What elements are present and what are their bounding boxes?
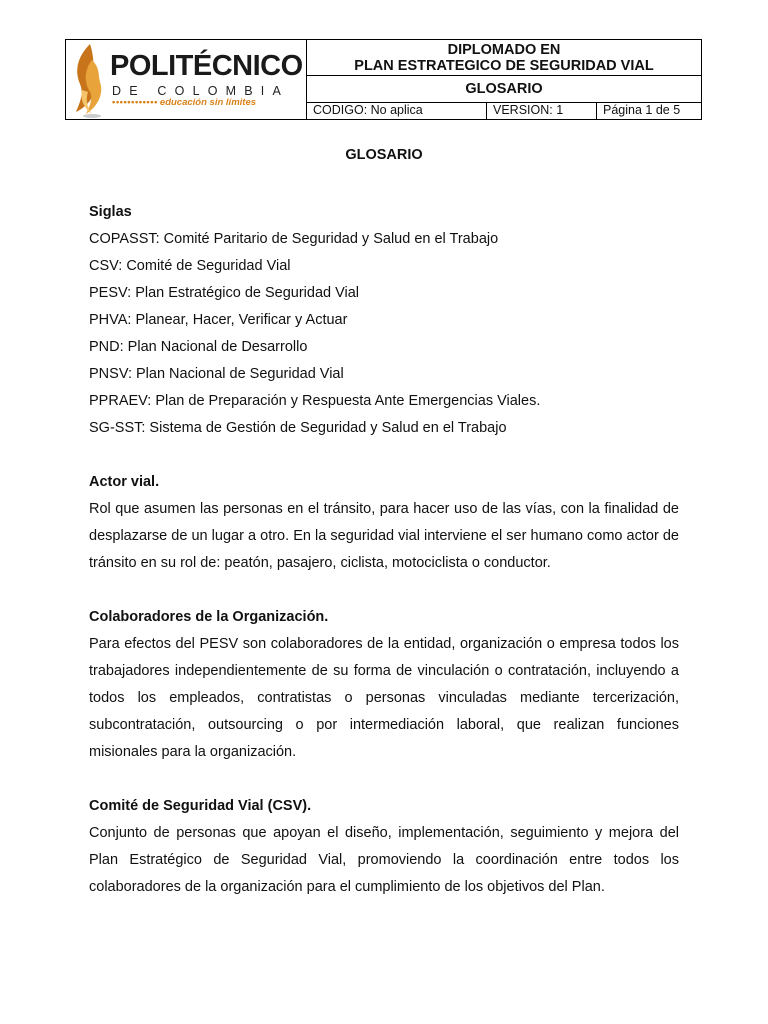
document-header: [65, 39, 702, 120]
siglas-heading: Siglas: [89, 204, 132, 220]
sigla-item: PESV: Plan Estratégico de Seguridad Vial: [89, 285, 360, 301]
tagline-text: educación sin límites: [159, 97, 257, 108]
code-field: CODIGO: No aplica: [307, 102, 487, 119]
tagline-dots: ••••••••••••: [112, 97, 158, 108]
sigla-item: PHVA: Planear, Hacer, Verificar y Actuar: [89, 312, 348, 328]
course-title: [307, 40, 701, 76]
sigla-item: CSV: Comité de Seguridad Vial: [89, 258, 291, 274]
doc-type: GLOSARIO: [307, 76, 701, 103]
section-body: Rol que asumen las personas en el tránsito, para hacer uso de las vías, con la finalidad de desplazarse de un lugar a otro. En la seguridad vial interviene el ser humano como actor de tránsito en su rol de: peatón, pasajero, ciclista, motociclista o conductor.: [89, 501, 679, 571]
logo: [66, 40, 307, 119]
section-body: Para efectos del PESV son colaboradores de la entidad, organización o empresa todos los trabajadores independientemente de su forma de vinculación o contratación, incluyendo a todos los empleados, contratistas o personas vinculadas mediante tercerización, subcontratación, outsourcing o por intermediación laboral, que realizan funciones misionales para la organización.: [89, 636, 679, 760]
sigla-item: PND: Plan Nacional de Desarrollo: [89, 339, 308, 355]
course-title-line1: DIPLOMADO EN: [447, 42, 561, 58]
flame-icon: [70, 42, 108, 118]
sigla-item: PNSV: Plan Nacional de Seguridad Vial: [89, 366, 344, 382]
sigla-item: SG-SST: Sistema de Gestión de Seguridad y Salud en el Trabajo: [89, 420, 507, 436]
section-heading: Colaboradores de la Organización.: [89, 609, 329, 625]
section-heading: Comité de Seguridad Vial (CSV).: [89, 798, 312, 814]
course-title-line2: PLAN ESTRATEGICO DE SEGURIDAD VIAL: [354, 58, 654, 74]
logo-subtitle: DE COLOMBIA: [112, 84, 290, 98]
page-number: Página 1 de 5: [603, 103, 681, 117]
page-title: GLOSARIO: [345, 147, 423, 163]
logo-name: POLITÉCNICO: [110, 50, 303, 82]
logo-tagline: [112, 97, 256, 108]
document-body: [89, 199, 679, 901]
sigla-item: PPRAEV: Plan de Preparación y Respuesta Ante Emergencias Viales.: [89, 393, 541, 409]
sigla-item: COPASST: Comité Paritario de Seguridad y Salud en el Trabajo: [89, 231, 499, 247]
section-heading: Actor vial.: [89, 474, 160, 490]
version-field: VERSION: 1: [487, 102, 597, 119]
section-body: Conjunto de personas que apoyan el diseño, implementación, seguimiento y mejora del Plan Estratégico de Seguridad Vial, promoviendo la coordinación entre todos los colaboradores de la organización para el cumplimiento de los objetivos del Plan.: [89, 825, 679, 895]
